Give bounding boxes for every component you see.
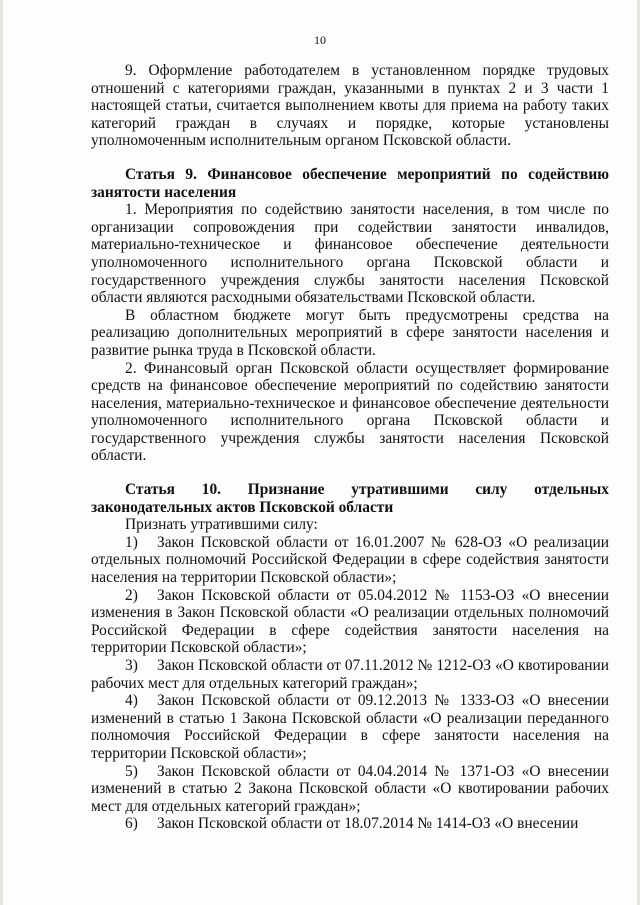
article-10-intro: Признать утратившими силу: bbox=[125, 516, 318, 534]
list-item-number: 2) bbox=[125, 586, 138, 604]
list-item bbox=[91, 763, 609, 816]
list-item-text: Закон Псковской области от 18.07.2014 № 1414-ОЗ «О внесении bbox=[157, 815, 579, 833]
list-item-number: 4) bbox=[125, 692, 138, 710]
article-9-heading: Статья 9. Финансовое обеспечение мероприятий по содействию занятости населения bbox=[91, 165, 609, 201]
list-item bbox=[91, 587, 609, 657]
document-body bbox=[91, 62, 609, 833]
list-item bbox=[91, 692, 609, 762]
paragraph-quota: 9. Оформление работодателем в установленном порядке трудовых отношений с категориями граждан, указанными в пунктах 2 и 3 части 1 настоящей статьи, считается выполнением квоты для приема на работу таких категорий граждан в случаях и порядке, которые установлены уполномоченным исполнительным органом Псковской области. bbox=[91, 62, 609, 150]
list-item-text: Закон Псковской области от 04.04.2014 № 1371-ОЗ «О внесении изменений в статью 2 Закона Псковской области «О квотировании рабочих мест для отдельных категорий граждан»; bbox=[91, 762, 609, 815]
article-9-paragraph-2: 2. Финансовый орган Псковской области осуществляет формирование средств на финансовое обеспечение мероприятий по содействию занятости населения, материально-техническое и финансовое обеспечение деятельности уполномоченного исполнительного органа Псковской области и государственного учреждения службы занятости населения Псковской области. bbox=[91, 359, 609, 465]
list-item bbox=[91, 657, 609, 692]
list-item-text: Закон Псковской области от 07.11.2012 № 1212-ОЗ «О квотировании рабочих мест для отдельных категорий граждан»; bbox=[91, 657, 609, 692]
article-10-heading: Статья 10. Признание утратившими силу отдельных законодательных актов Псковской области bbox=[91, 481, 609, 516]
list-item-number: 5) bbox=[125, 762, 138, 780]
article-9-paragraph-budget: В областном бюджете могут быть предусмотрены средства на реализацию дополнительных мероприятий в сфере занятости населения и развитие рынка труда в Псковской области. bbox=[91, 306, 609, 359]
list-item-text: Закон Псковской области от 05.04.2012 № 1153-ОЗ «О внесении изменения в Закон Псковской области «О реализации отдельных полномочий Российской Федерации в сфере содействия занятости населения на территории Псковской области»; bbox=[91, 586, 609, 657]
list-item-text: Закон Псковской области от 16.01.2007 № 628-ОЗ «О реализации отдельных полномочий Российской Федерации в сфере содействия занятости населения на территории Псковской области»; bbox=[91, 533, 609, 587]
page-edge-left bbox=[0, 0, 3, 905]
article-9-paragraph-1: 1. Мероприятия по содействию занятости населения, в том числе по организации сопровождения при содействии занятости инвалидов, материально-техническое и финансовое обеспечение деятельности уполномоченного исполнительного органа Псковской области и государственного учреждения службы занятости населения Псковской области являются расходными обязательствами Псковской области. bbox=[91, 201, 609, 307]
list-item bbox=[91, 534, 609, 587]
page-number: 10 bbox=[314, 33, 326, 47]
list-item-number: 6) bbox=[125, 815, 138, 833]
list-item bbox=[91, 815, 609, 833]
list-item-number: 1) bbox=[125, 533, 138, 551]
list-item-number: 3) bbox=[125, 657, 138, 674]
list-item-text: Закон Псковской области от 09.12.2013 № 1333-ОЗ «О внесении изменений в статью 1 Закона Псковской области «О реализации переданного полномочия Российской Федерации в сфере занятости населения на территории Псковской области»; bbox=[91, 692, 609, 762]
